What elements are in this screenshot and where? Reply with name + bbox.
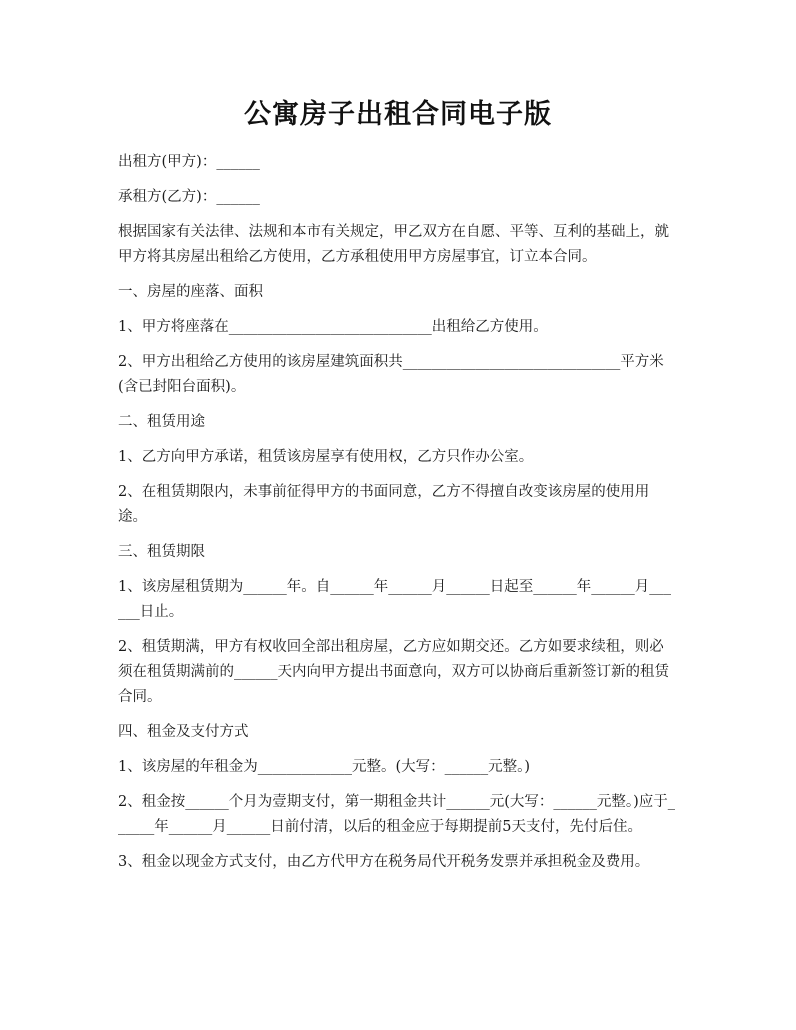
clause-location-1: 1、甲方将座落在____________________________出租给乙方使用。: [118, 319, 548, 335]
clause-usage-2: 2、在租赁期限内，未事前征得甲方的书面同意，乙方不得擅自改变该房屋的使用用途。: [118, 484, 650, 525]
section-heading-term: 三、租赁期限: [118, 544, 205, 560]
document-title: 公寓房子出租合同电子版: [244, 99, 552, 130]
document-body: [118, 150, 678, 885]
clause-term-2: 2、租赁期满，甲方有权收回全部出租房屋，乙方应如期交还。乙方如要求续租，则必须在租赁期满前的______天内向甲方提出书面意向，双方可以协商后重新签订新的租赁合同。: [118, 639, 669, 705]
clause-location-2: 2、甲方出租给乙方使用的该房屋建筑面积共______________________________平方米(含已封阳台面积)。: [118, 354, 664, 395]
clause-rent-3: 3、租金以现金方式支付，由乙方代甲方在税务局代开税务发票并承担税金及费用。: [118, 854, 650, 870]
preamble-paragraph: 根据国家有关法律、法规和本市有关规定，甲乙双方在自愿、平等、互利的基础上，就甲方将其房屋出租给乙方使用，乙方承租使用甲方房屋事宜，订立本合同。: [118, 224, 669, 265]
section-heading-rent: 四、租金及支付方式: [118, 724, 249, 740]
clause-term-1: 1、该房屋租赁期为______年。自______年______月______日起至______年______月______日止。: [118, 579, 671, 620]
clause-usage-1: 1、乙方向甲方承诺，租赁该房屋享有使用权，乙方只作办公室。: [118, 449, 534, 465]
section-heading-location: 一、房屋的座落、面积: [118, 284, 263, 300]
clause-rent-2: 2、租金按______个月为壹期支付，第一期租金共计______元(大写：______元整。)应于______年______月______日前付清，以后的租金应于每期提前5天支付，先付后住。: [118, 794, 676, 835]
clause-rent-1: 1、该房屋的年租金为_____________元整。(大写：______元整。): [118, 759, 531, 775]
party-a-line: 出租方(甲方)：______: [118, 154, 260, 170]
section-heading-usage: 二、租赁用途: [118, 414, 205, 430]
party-b-line: 承租方(乙方)：______: [118, 189, 260, 205]
